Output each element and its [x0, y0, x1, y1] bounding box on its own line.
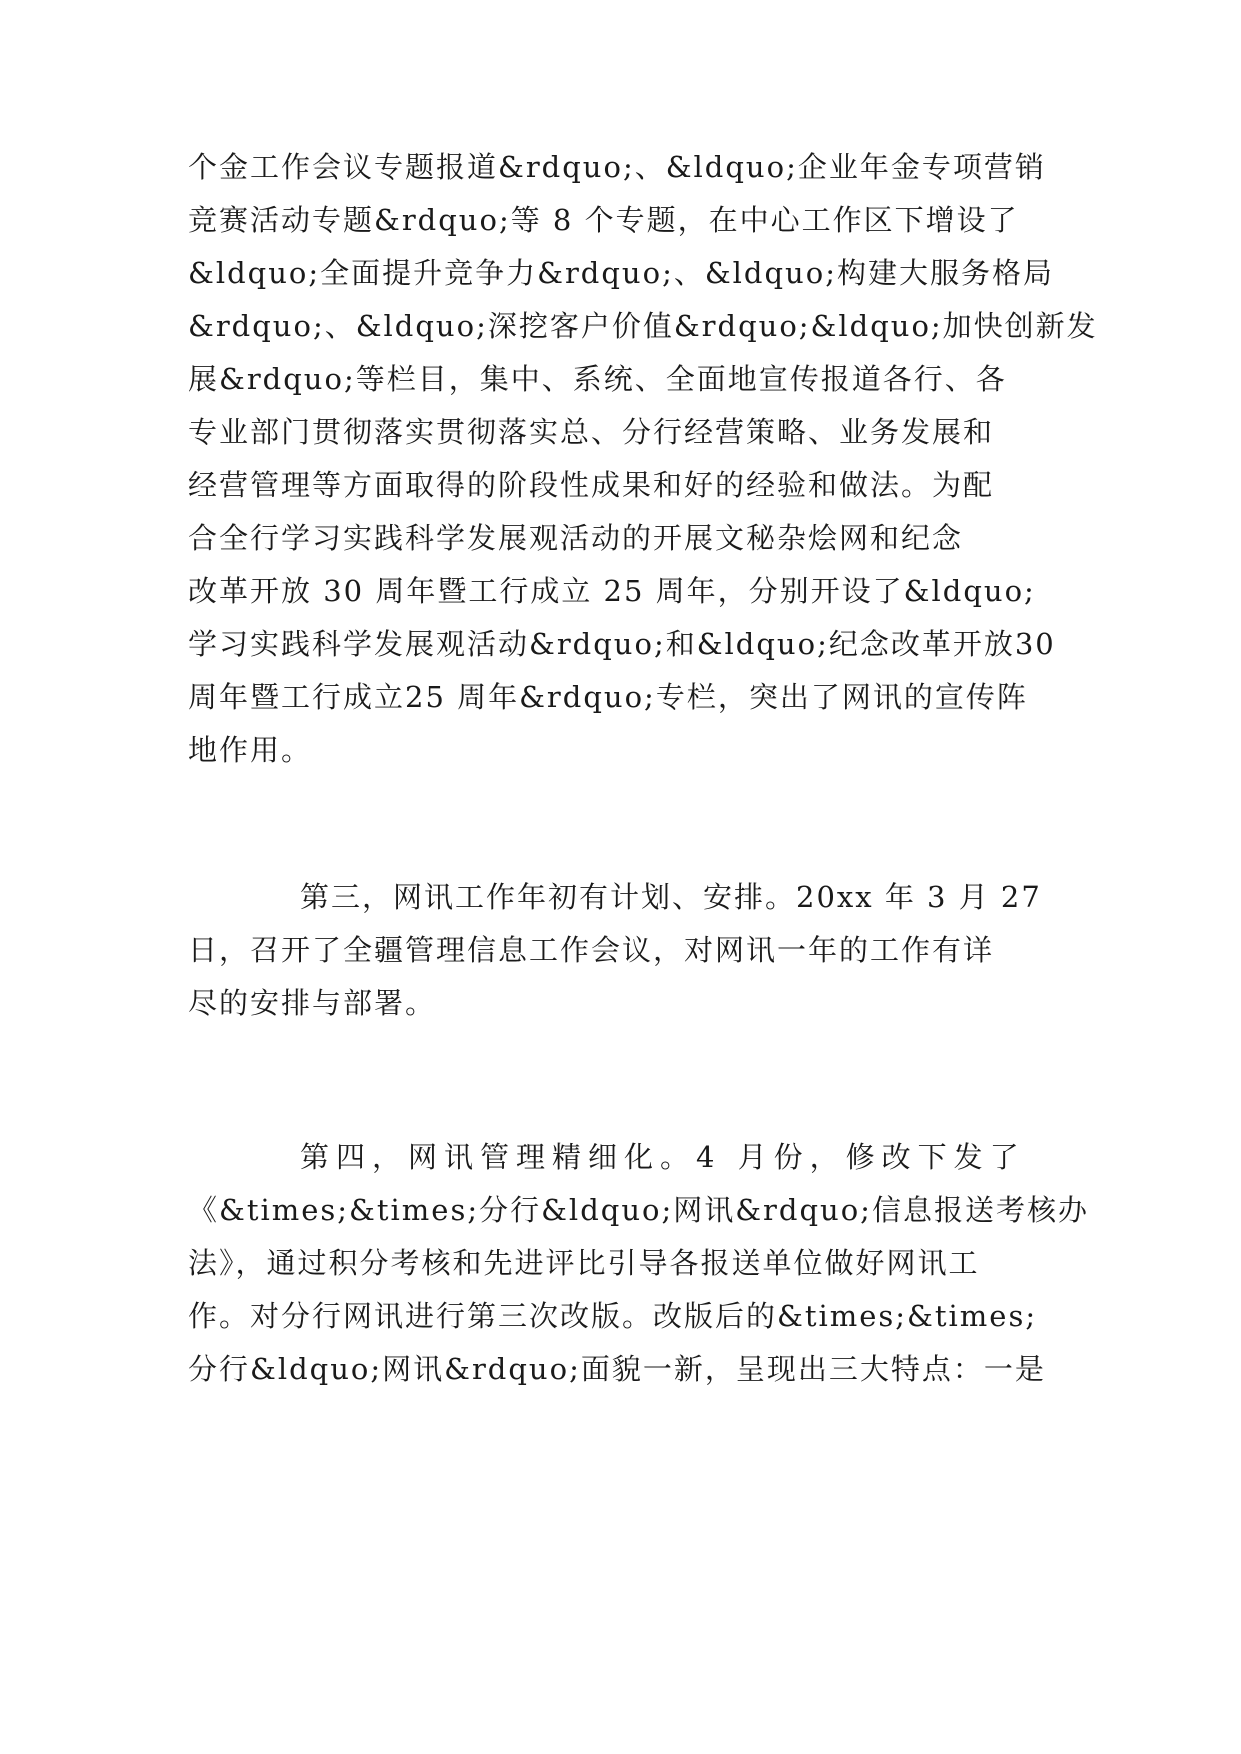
- text-line: 分行&ldquo;网讯&rdquo;面貌一新，呈现出三大特点：一是: [188, 1352, 1046, 1386]
- text-line: 第三，网讯工作年初有计划、安排。20xx 年 3 月 27: [300, 880, 1042, 914]
- text-line: 法》，通过积分考核和先进评比引导各报送单位做好网讯工: [188, 1246, 980, 1280]
- text-line: 《&times;&times;分行&ldquo;网讯&rdquo;信息报送考核办: [188, 1193, 1089, 1227]
- text-line: 周年暨工行成立25 周年&rdquo;专栏，突出了网讯的宣传阵: [188, 680, 1028, 714]
- text-line: 竞赛活动专题&rdquo;等 8 个专题，在中心工作区下增设了: [188, 203, 1019, 237]
- text-line: &rdquo;、&ldquo;深挖客户价值&rdquo;&ldquo;加快创新发: [188, 309, 1098, 343]
- text-line: 专业部门贯彻落实贯彻落实总、分行经营策略、业务发展和: [188, 415, 995, 449]
- text-line: 作。对分行网讯进行第三次改版。改版后的&times;&times;: [188, 1299, 1038, 1333]
- text-line: 个金工作会议专题报道&rdquo;、&ldquo;企业年金专项营销: [188, 150, 1046, 184]
- text-line: &ldquo;全面提升竞争力&rdquo;、&ldquo;构建大服务格局: [188, 256, 1054, 290]
- text-line: 日，召开了全疆管理信息工作会议，对网讯一年的工作有详: [188, 933, 995, 967]
- text-line: 合全行学习实践科学发展观活动的开展文秘杂烩网和纪念: [188, 521, 964, 555]
- text-line: 经营管理等方面取得的阶段性成果和好的经验和做法。为配: [188, 468, 995, 502]
- text-line: 第四，网讯管理精细化。4 月份，修改下发了: [300, 1140, 1026, 1174]
- text-line: 展&rdquo;等栏目，集中、系统、全面地宣传报道各行、各: [188, 362, 1007, 396]
- text-line: 改革开放 30 周年暨工行成立 25 周年，分别开设了&ldquo;: [188, 574, 1036, 608]
- text-line: 地作用。: [188, 733, 313, 767]
- text-line: 学习实践科学发展观活动&rdquo;和&ldquo;纪念改革开放30: [188, 627, 1056, 661]
- text-line: 尽的安排与部署。: [188, 986, 437, 1020]
